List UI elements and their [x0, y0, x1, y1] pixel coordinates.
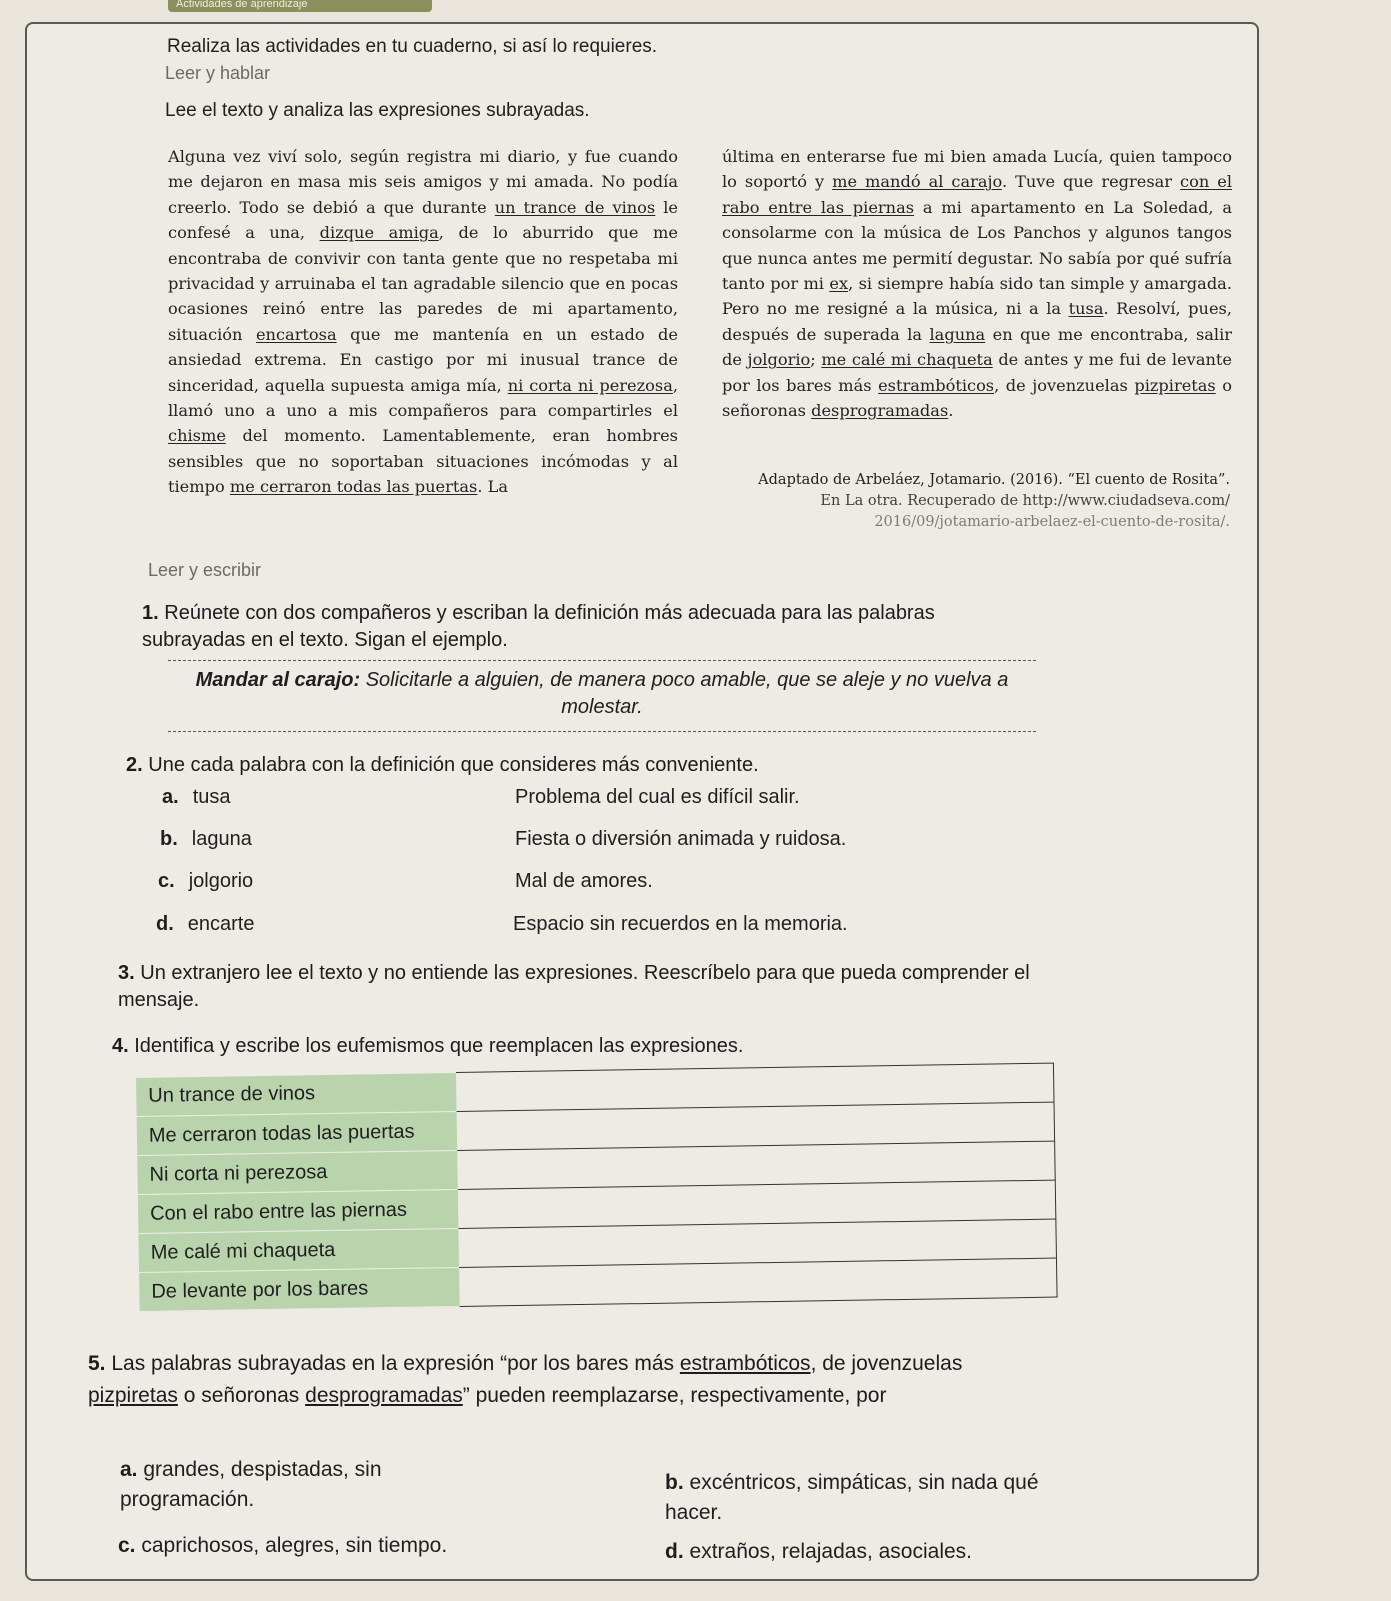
- match-def-d: Espacio sin recuerdos en la memoria.: [513, 913, 848, 935]
- expression-cell: Me calé mi chaqueta: [138, 1228, 459, 1272]
- match-letter: c.: [158, 870, 175, 892]
- story-text: ;: [810, 350, 822, 370]
- story-text: . La: [477, 477, 509, 497]
- underlined-word: desprogramadas: [305, 1384, 463, 1407]
- match-word-d: [156, 913, 255, 936]
- question-3-number: 3.: [118, 962, 135, 984]
- expression-cell: Me cerraron todas las puertas: [137, 1111, 458, 1155]
- match-letter: b.: [160, 828, 178, 850]
- instruction-text: Lee el texto y analiza las expresiones subrayadas.: [165, 100, 590, 121]
- header-tab: Actividades de aprendizaje: [168, 0, 432, 12]
- example-term: Mandar al carajo:: [195, 669, 361, 691]
- expression-cell: Ni corta ni perezosa: [137, 1150, 458, 1194]
- question-1-text: Reúnete con dos compañeros y escriban la definición más adecuada para las palabras subrayadas en el texto. Sigan el ejemplo.: [142, 602, 935, 651]
- story-text: .: [948, 401, 954, 421]
- expression-cell: De levante por los bares: [139, 1267, 460, 1311]
- story-text: última en enterarse fue mi bien amada Lucía, quien tampoco lo soportó y: [722, 147, 1232, 192]
- question-5: [88, 1348, 1048, 1412]
- story-column-right: [722, 144, 1232, 423]
- question-2: [126, 752, 759, 779]
- question-4: [112, 1033, 743, 1060]
- match-word: jolgorio: [188, 870, 254, 892]
- story-text: , de jovenzuelas: [994, 375, 1135, 395]
- question-5-text: o señoronas: [177, 1384, 306, 1407]
- story-text: de antes y me fui de levante por los bares más: [722, 350, 1232, 395]
- question-3: [118, 960, 1048, 1014]
- underlined-word: estrambóticos: [679, 1352, 811, 1375]
- story-text: o señoronas: [722, 375, 1232, 421]
- match-def-a: Problema del cual es difícil salir.: [515, 786, 800, 808]
- underlined-expression: ex: [829, 274, 849, 294]
- match-word: encarte: [187, 913, 255, 935]
- question-3-text: Un extranjero lee el texto y no entiende las expresiones. Reescríbelo para que pueda comprender el mensaje.: [118, 962, 1030, 1011]
- story-text: a mi apartamento en La Soledad, a consolarme con la música de Los Panchos y algunos tangos que nunca antes me permití degustar. No sabía por qué sufría tanto por mi: [722, 197, 1233, 294]
- option-text: grandes, despistadas, sin programación.: [120, 1458, 382, 1511]
- example-box: [168, 660, 1036, 732]
- question-2-number: 2.: [126, 754, 143, 776]
- story-text: Alguna vez viví solo, según registra mi diario, y fue cuando me dejaron en masa mis seis amigos y mi amada. No podía creerlo. Todo se debió a que durante: [168, 147, 678, 217]
- underlined-expression: me calé mi chaqueta: [821, 350, 993, 370]
- question-2-text: Une cada palabra con la definición que consideres más conveniente.: [148, 754, 759, 776]
- option-b[interactable]: [665, 1468, 1085, 1528]
- intro-text: Realiza las actividades en tu cuaderno, si así lo requieres.: [167, 36, 658, 57]
- story-column-left: [168, 144, 678, 500]
- underlined-expression: tusa: [1068, 299, 1104, 319]
- story-text: . Tuve que regresar: [1001, 172, 1181, 192]
- example-definition: Solicitarle a alguien, de manera poco amable, que se aleje y no vuelva a molestar.: [365, 669, 1009, 718]
- match-letter: d.: [156, 913, 174, 935]
- section-heading-leer-escribir: Leer y escribir: [148, 560, 262, 580]
- match-letter: a.: [162, 786, 179, 808]
- option-letter: a.: [120, 1458, 138, 1481]
- underlined-expression: un trance de vinos: [494, 197, 656, 217]
- question-4-text: Identifica y escribe los eufemismos que reemplacen las expresiones.: [134, 1035, 744, 1057]
- underlined-expression: laguna: [929, 324, 986, 344]
- story-text: , llamó uno a uno a mis compañeros para compartirles el: [168, 375, 678, 421]
- expression-cell: Un trance de vinos: [136, 1072, 457, 1116]
- underlined-expression: con el rabo entre las piernas: [722, 172, 1233, 217]
- underlined-expression: desprogramadas: [811, 401, 949, 421]
- underlined-expression: estrambóticos: [878, 375, 995, 395]
- question-5-text: Las palabras subrayadas en la expresión “por los bares más: [111, 1352, 680, 1375]
- expression-cell: Con el rabo entre las piernas: [138, 1189, 459, 1233]
- underlined-expression: ni corta ni perezosa: [507, 375, 673, 395]
- option-text: extraños, relajadas, asociales.: [689, 1540, 973, 1563]
- option-d[interactable]: [665, 1537, 972, 1567]
- euphemism-table: [136, 1063, 1058, 1312]
- underlined-expression: encartosa: [255, 324, 337, 344]
- underlined-expression: dizque amiga: [319, 223, 439, 243]
- question-1-number: 1.: [142, 602, 159, 624]
- match-word-b: [160, 828, 252, 851]
- story-text: , si siempre había sido tan simple y amargada. Pero no me resigné a la música, ni a la: [722, 274, 1232, 319]
- story-text: , de lo aburrido que me encontraba de convivir con tanta gente que no respetaba mi privacidad y arruinaba el tan agradable silencio que en pocas ocasiones reinó entre las paredes de mi apartamento, situación: [168, 223, 678, 344]
- option-text: caprichosos, alegres, sin tiempo.: [141, 1534, 448, 1557]
- section-heading-leer-hablar: Leer y hablar: [165, 63, 271, 83]
- underlined-expression: chisme: [168, 426, 226, 446]
- option-text: excéntricos, simpáticas, sin nada qué hacer.: [665, 1471, 1039, 1524]
- match-def-c: Mal de amores.: [515, 870, 653, 892]
- citation-line3: 2016/09/jotamario-arbelaez-el-cuento-de-rosita/.: [874, 514, 1230, 530]
- question-5-text: , de jovenzuelas: [810, 1352, 963, 1375]
- underlined-word: pizpiretas: [88, 1384, 178, 1407]
- option-a[interactable]: [120, 1455, 460, 1515]
- question-4-number: 4.: [112, 1035, 129, 1057]
- underlined-expression: jolgorio: [747, 350, 811, 370]
- underlined-expression: me cerraron todas las puertas: [229, 477, 478, 497]
- match-def-b: Fiesta o diversión animada y ruidosa.: [515, 828, 847, 850]
- underlined-expression: pizpiretas: [1134, 375, 1216, 395]
- underlined-expression: me mandó al carajo: [832, 172, 1002, 192]
- story-text: que me mantenía en un estado de ansiedad extrema. En castigo por mi inusual trance de sinceridad, aquella supuesta amiga mía,: [168, 324, 678, 395]
- option-letter: b.: [665, 1471, 684, 1494]
- match-word: laguna: [191, 828, 252, 850]
- match-word-a: [162, 786, 231, 809]
- citation-line1: Adaptado de Arbeláez, Jotamario. (2016). “El cuento de Rosita”.: [758, 472, 1230, 488]
- match-word: tusa: [192, 786, 231, 808]
- citation: [720, 470, 1230, 533]
- story-text: del momento. Lamentablemente, eran hombres sensibles que no soportaban situaciones incómodas y al tiempo: [168, 426, 678, 497]
- story-text: . Resolví, pues, después de superada la: [722, 299, 1232, 344]
- question-1: [142, 600, 1042, 654]
- question-5-number: 5.: [88, 1352, 106, 1375]
- story-text: en que me encontraba, salir de: [722, 324, 1233, 370]
- question-5-text: ” pueden reemplazarse, respectivamente, por: [462, 1384, 887, 1407]
- citation-line2: En La otra. Recuperado de http://www.ciudadseva.com/: [820, 493, 1230, 509]
- option-c[interactable]: [118, 1531, 447, 1561]
- option-letter: d.: [665, 1540, 684, 1563]
- match-word-c: [158, 870, 253, 893]
- option-letter: c.: [118, 1534, 136, 1557]
- story-text: le confesé a una,: [168, 197, 679, 243]
